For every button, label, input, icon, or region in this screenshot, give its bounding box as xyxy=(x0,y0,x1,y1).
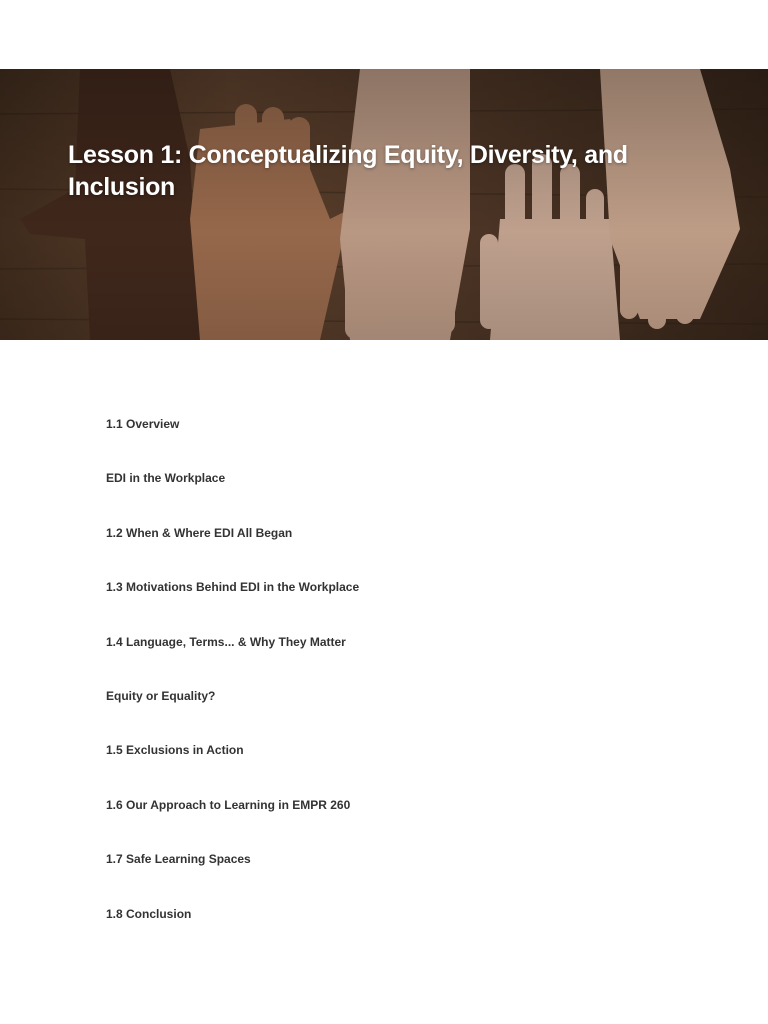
lesson-table-of-contents xyxy=(106,414,359,958)
toc-item xyxy=(106,577,359,631)
toc-link-1-7-safe-spaces[interactable]: 1.7 Safe Learning Spaces xyxy=(106,852,251,867)
toc-link-1-4-language-terms[interactable]: 1.4 Language, Terms... & Why They Matter xyxy=(106,634,346,649)
toc-link-1-2-when-where[interactable]: 1.2 When & Where EDI All Began xyxy=(106,525,293,540)
toc-item xyxy=(106,632,359,686)
lesson-title: Lesson 1: Conceptualizing Equity, Diversity, and Inclusion xyxy=(68,141,628,201)
toc-item xyxy=(106,849,359,903)
toc-item xyxy=(106,740,359,794)
hero-banner xyxy=(0,69,768,340)
toc-link-1-1-overview[interactable]: 1.1 Overview xyxy=(106,417,180,431)
toc-link-equity-or-equality[interactable]: Equity or Equality? xyxy=(106,688,216,703)
toc-link-1-3-motivations[interactable]: 1.3 Motivations Behind EDI in the Workplace xyxy=(106,580,360,595)
toc-item xyxy=(106,414,359,468)
toc-item xyxy=(106,686,359,740)
toc-item xyxy=(106,468,359,522)
toc-link-1-6-our-approach[interactable]: 1.6 Our Approach to Learning in EMPR 260 xyxy=(106,797,351,812)
toc-item xyxy=(106,523,359,577)
hands-on-table-image xyxy=(0,69,768,340)
toc-link-edi-in-the-workplace[interactable]: EDI in the Workplace xyxy=(106,471,226,486)
toc-item xyxy=(106,904,359,958)
toc-item xyxy=(106,795,359,849)
toc-link-1-8-conclusion[interactable]: 1.8 Conclusion xyxy=(106,906,192,921)
toc-link-1-5-exclusions[interactable]: 1.5 Exclusions in Action xyxy=(106,743,244,758)
